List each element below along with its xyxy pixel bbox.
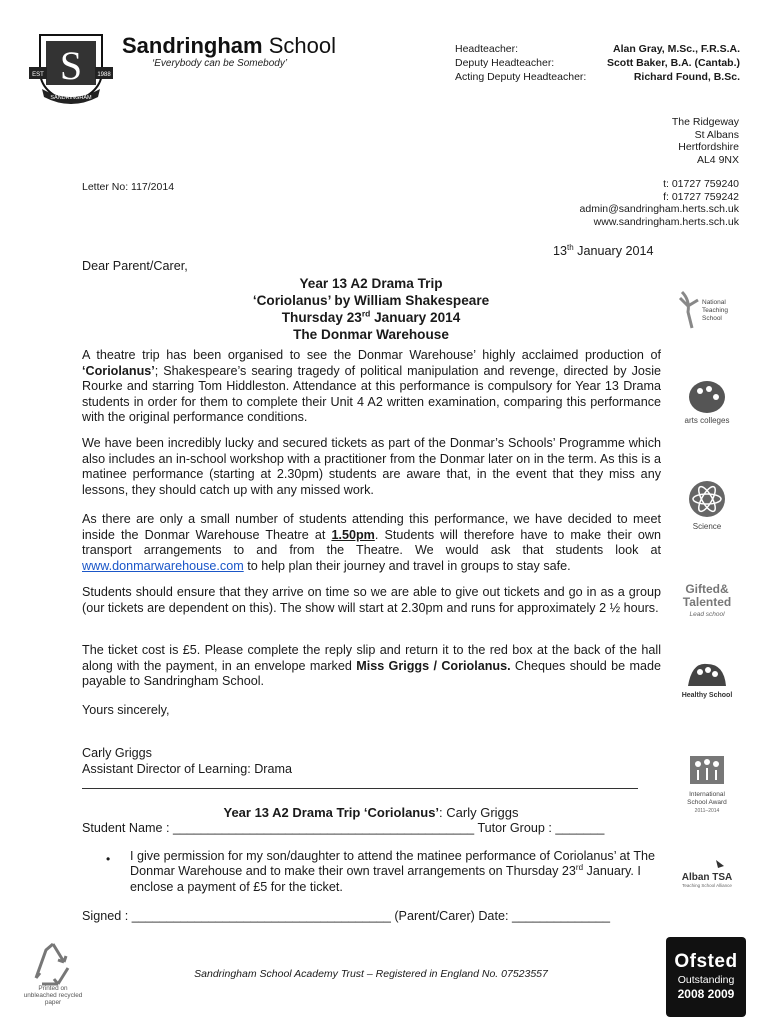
svg-text:National: National	[702, 299, 726, 306]
atom-icon	[672, 479, 742, 533]
closing: Yours sincerely,	[82, 703, 170, 717]
paragraph-2: We have been incredibly lucky and secured tickets as part of the Donmar’s Schools’ Programme which also includes an in-school workshop with a practitioner from the Donmar later on in the term. As this is a matinee performance (starting at 2.30pm) students are aware that, in the event that they miss any lessons, they should catch up with any missed work.	[82, 436, 661, 497]
isa-icon	[672, 752, 742, 822]
svg-text:SANDRINGHAM: SANDRINGHAM	[50, 95, 92, 101]
healthy-school-icon	[672, 656, 742, 700]
svg-text:Alban TSA: Alban TSA	[681, 872, 733, 883]
student-name-field[interactable]: Student Name : ___________________________________________ Tutor Group : _______	[82, 821, 605, 835]
svg-text:EST: EST	[32, 72, 44, 78]
paragraph-4: Students should ensure that they arrive on time so we are able to give out tickets and go in as a group (our tickets are dependent on this). The show will start at 2.30pm and runs for approximately 2 ½ hours.	[82, 585, 661, 615]
letter-title: Year 13 A2 Drama Trip ‘Coriolanus’ by William Shakespeare Thursday 23rd January 2014 The Donmar Warehouse	[252, 276, 490, 342]
science-logo	[672, 479, 742, 536]
school-crest-logo	[28, 33, 114, 105]
svg-text:Teaching School Alliance: Teaching School Alliance	[682, 883, 732, 888]
greeting: Dear Parent/Carer,	[82, 259, 188, 273]
staff-row-acting-deputy: Acting Deputy Headteacher: Richard Found, B.Sc.	[455, 71, 740, 83]
svg-text:2011–2014: 2011–2014	[694, 808, 720, 814]
staff-list	[455, 42, 740, 84]
signature-field[interactable]: Signed : _____________________________________ (Parent/Carer) Date: ______________	[82, 909, 610, 923]
svg-text:Teaching: Teaching	[702, 307, 729, 314]
international-school-award-logo	[672, 752, 742, 825]
paragraph-3: As there are only a small number of students attending this performance, we have decided to meet inside the Donmar Warehouse Theatre at 1.50pm. Students will therefore have to make their own transport arrangements to and from the Theatre. We would ask that students look at www.donmarwarehouse.com to help plan their journey and travel in groups to stay safe.	[82, 512, 661, 573]
svg-text:1988: 1988	[97, 72, 111, 78]
svg-text:arts colleges: arts colleges	[684, 416, 730, 425]
svg-text:Science: Science	[692, 522, 722, 531]
alban-tsa-wordmark	[672, 858, 742, 890]
nts-figure-icon	[672, 288, 742, 334]
donmar-website-link[interactable]: www.donmarwarehouse.com	[82, 558, 244, 573]
letter-number: Letter No: 117/2014	[82, 181, 175, 193]
svg-text:Talented: Talented	[682, 595, 732, 609]
permission-statement: I give permission for my son/daughter to attend the matinee performance of Coriolanus’ at The Donmar Warehouse and to make their own travel arrangements on Thursday 23rd January. I enclose a payment of £5 for the ticket.	[130, 849, 656, 894]
website-link[interactable]: www.sandringham.herts.sch.uk	[593, 215, 739, 228]
svg-text:Gifted&: Gifted&	[685, 582, 729, 596]
footer-registration: Sandringham School Academy Trust – Registered in England No. 07523557	[194, 968, 548, 980]
alban-tsa-logo	[672, 858, 742, 893]
staff-row-headteacher: Headteacher: Alan Gray, M.Sc., F.R.S.A.	[455, 43, 740, 55]
svg-text:Healthy School: Healthy School	[681, 692, 733, 699]
paragraph-1: A theatre trip has been organised to see the Donmar Warehouse’ highly acclaimed production of ‘Coriolanus’; Shakespeare’s searing tragedy of political manipulation and revenge, directed by Josie Rourke and starring Tom Hiddleston. Attendance at this performance is compulsory for Year 13 Drama students in order for them to complete their Unit 4 A2 written examination, comparing this performance with the original performance conditions.	[82, 348, 661, 425]
gifted-talented-wordmark	[672, 580, 742, 624]
email-link[interactable]: admin@sandringham.herts.sch.uk	[579, 203, 739, 215]
school-motto: ‘Everybody can be Somebody’	[152, 58, 288, 69]
healthy-school-logo	[672, 656, 742, 703]
gifted-talented-logo	[672, 580, 742, 627]
contact-details	[580, 178, 739, 228]
recycled-paper-note: Printed on unbleached recycled paper	[23, 985, 83, 1006]
phone: t: 01727 759240	[663, 178, 739, 190]
reply-slip-title: Year 13 A2 Drama Trip ‘Coriolanus’: Carly Griggs	[223, 805, 519, 820]
recycle-icon	[22, 938, 84, 988]
signer: Carly Griggs Assistant Director of Learning: Drama	[82, 746, 292, 776]
bullet-icon: •	[106, 852, 111, 866]
fax: f: 01727 759242	[663, 190, 739, 203]
school-name: Sandringham School	[122, 33, 336, 58]
svg-text:School Award: School Award	[687, 799, 727, 806]
cut-line	[82, 788, 638, 789]
national-teaching-school-logo	[672, 288, 742, 337]
svg-text:S: S	[59, 43, 83, 88]
letter-date: 13th January 2014	[553, 242, 654, 258]
ofsted-outstanding-badge: Ofsted Outstanding 2008 2009	[666, 937, 746, 1017]
arts-colleges-logo	[672, 377, 742, 430]
arts-palette-icon	[672, 377, 742, 427]
svg-text:International: International	[689, 791, 725, 798]
school-address: The Ridgeway St Albans Hertfordshire AL4 9NX	[671, 116, 739, 166]
svg-text:Lead school: Lead school	[689, 611, 725, 618]
staff-row-deputy: Deputy Headteacher: Scott Baker, B.A. (Cantab.)	[455, 57, 740, 69]
svg-text:School: School	[702, 315, 722, 322]
paragraph-5: The ticket cost is £5. Please complete the reply slip and return it to the red box at the back of the hall along with the payment, in an envelope marked Miss Griggs / Coriolanus. Cheques should be made payable to Sandringham School.	[82, 643, 662, 689]
